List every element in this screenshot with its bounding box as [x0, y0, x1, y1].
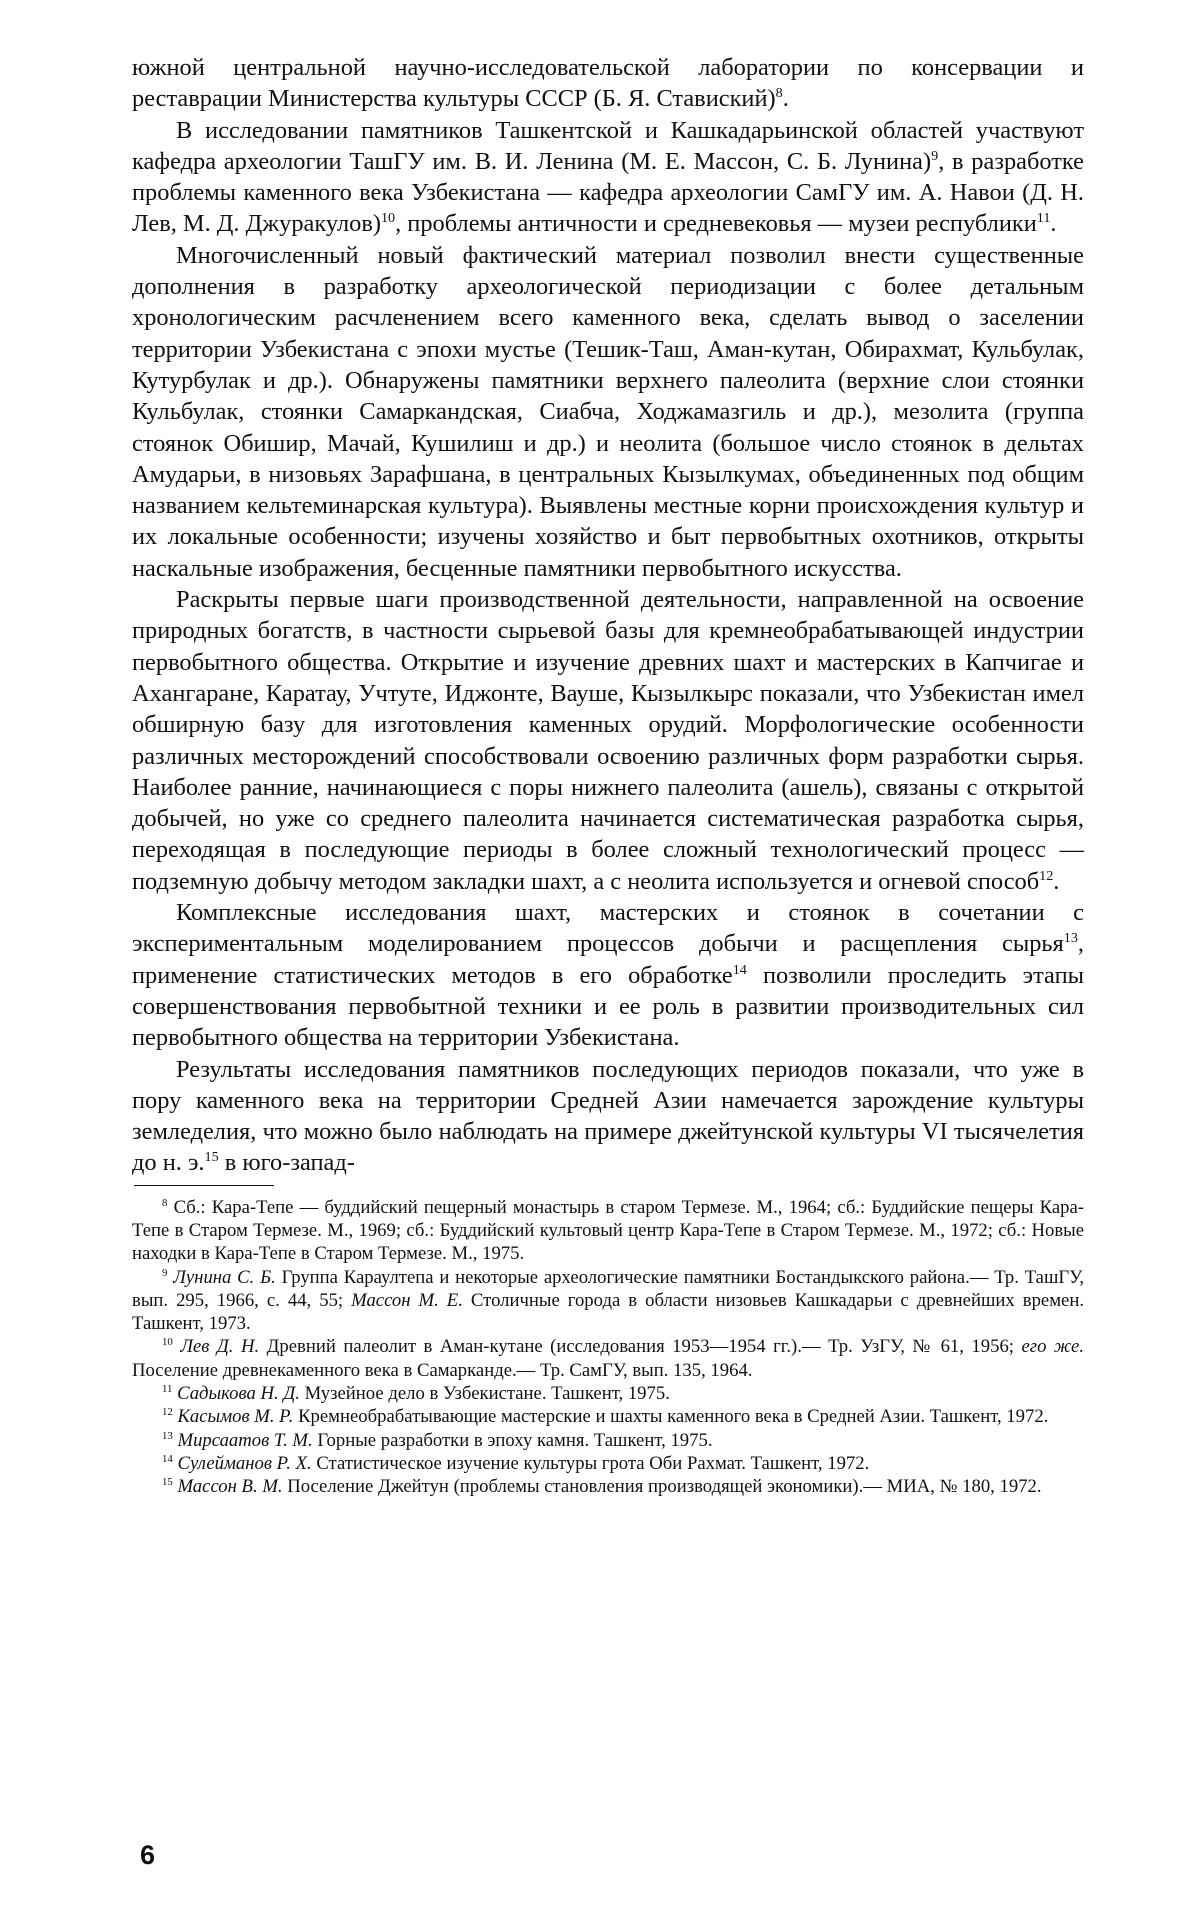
- text-run: позволили проследить этапы совершенствования первобытной техники и ее роль в развитии производительных сил первобытного общества на территории Узбекистана.: [132, 961, 1085, 1052]
- footnote-text: Поселение Джейтун (проблемы становления производящей экономики).— МИА, № 180, 1972.: [282, 1476, 1042, 1498]
- footnote-number: 13: [162, 1429, 173, 1442]
- footnote: [132, 1405, 1084, 1428]
- footnote-author: Массон М. Е.: [351, 1289, 463, 1311]
- footnote: [132, 1475, 1084, 1498]
- footnote-text: Статистическое изучение культуры грота Оби Рахмат. Ташкент, 1972.: [311, 1452, 870, 1474]
- paragraph: Многочисленный новый фактический материал позволил внести существенные дополнения в разработку археологической периодизации с более детальным хронологическим расчленением всего каменного века, сделать вывод о заселении территории Узбекистана с эпохи мустье (Тешик-Таш, Аман-кутан, Обирахмат, Кульбулак, Кутурбулак и др.). Обнаружены памятники верхнего палеолита (верхние слои стоянки Кульбулак, стоянки Самаркандская, Сиабча, Ходжамазгиль и др.), мезолита (группа стоянок Обишир, Мачай, Кушилиш и др.) и неолита (большое число стоянок в дельтах Амударьи, в низовьях Зарафшана, в центральных Кызылкумах, объединенных под общим названием кельтеминарская культура). Выявлены местные корни происхождения культур и их локальные особенности; изучены хозяйство и быт первобытных охотников, открыты наскальные изображения, бесценные памятники первобытного искусства.: [132, 241, 1084, 582]
- footnote-text: Группа Караултепа и некоторые археологические памятники Бостандыкского района.— Тр. ТашГУ, вып. 295, 1966, с. 44, 55;: [132, 1266, 1085, 1311]
- footnote-ref: 14: [732, 961, 747, 978]
- footnote-ref: 11: [1036, 210, 1051, 227]
- text-run: В исследовании памятников Ташкентской и Кашкадарьинской областей участвуют кафедра археологии ТашГУ им. В. И. Ленина (М. Е. Массон, С. Б. Лунина): [132, 116, 1084, 175]
- footnote-text: Кремнеобрабатывающие мастерские и шахты каменного века в Средней Азии. Ташкент, 1972.: [293, 1406, 1049, 1428]
- text-run: Результаты исследования памятников последующих периодов показали, что уже в пору каменного века на территории Средней Азии намечается зарождение культуры земледелия, что можно было наблюдать на примере джейтунской культуры VI тысячелетия до н. э.: [132, 1055, 1084, 1177]
- footnote-author: Касымов М. Р.: [177, 1406, 294, 1428]
- footnote-ref: 12: [1039, 867, 1054, 884]
- footnote-author: его же.: [1021, 1336, 1085, 1358]
- text-run: , в разработке проблемы каменного века Узбекистана — кафедра археологии СамГУ им. А. Навои (Д. Н. Лев, М. Д. Джуракулов): [132, 147, 1084, 238]
- text-run: .: [1053, 867, 1060, 895]
- footnote-author: Сулейманов Р. Х.: [177, 1452, 312, 1474]
- text-run: в юго-запад-: [218, 1149, 355, 1177]
- footnote-ref: 10: [380, 210, 396, 227]
- footnote: [132, 1196, 1084, 1266]
- footnote: [132, 1429, 1084, 1452]
- text-run: , применение статистических методов в его обработке: [132, 930, 1084, 989]
- text-run: Комплексные исследования шахт, мастерских и стоянок в сочетании с экспериментальным моделированием процессов добычи и расщепления сырья: [132, 899, 1084, 958]
- footnote-author: Массон В. М.: [177, 1476, 283, 1498]
- footnote-separator: [134, 1185, 274, 1186]
- footnote-number: 8: [162, 1196, 168, 1209]
- footnote-text: Горные разработки в эпоху камня. Ташкент, 1975.: [312, 1429, 713, 1451]
- footnote-number: 12: [162, 1406, 173, 1419]
- paragraph: [132, 115, 1084, 240]
- footnote: [132, 1382, 1084, 1405]
- paragraph: [132, 1054, 1084, 1179]
- footnote-number: 14: [162, 1452, 173, 1465]
- footnote-text: Музейное дело в Узбекистане. Ташкент, 1975.: [299, 1383, 670, 1405]
- page: [132, 52, 1084, 1499]
- text-run: , проблемы античности и средневековья — музеи республики: [395, 210, 1037, 238]
- footnote: [132, 1452, 1084, 1475]
- footnote-ref: 13: [1063, 930, 1078, 947]
- footnote-number: 15: [162, 1476, 173, 1489]
- footnote-text: Столичные города в области низовьев Кашкадарьи с древнейших времен. Ташкент, 1973.: [132, 1289, 1084, 1335]
- footnote: [132, 1266, 1084, 1336]
- footnote-author: Лев Д. Н.: [180, 1336, 260, 1358]
- footnote-number: 9: [162, 1266, 168, 1279]
- footnote-number: 10: [162, 1336, 173, 1349]
- paragraph: [132, 52, 1084, 115]
- footnote-number: 11: [162, 1382, 173, 1395]
- footnote-author: Мирсаатов Т. М.: [177, 1429, 313, 1451]
- footnote-ref: 8: [775, 85, 783, 102]
- footnote: [132, 1335, 1084, 1382]
- footnote-text: Сб.: Кара-Тепе — буддийский пещерный монастырь в старом Термезе. М., 1964; сб.: Буддийские пещеры Кара-Тепе в Старом Термезе. М., 1969; сб.: Буддийский культовый центр Кара-Тепе в Старом Термезе. М., 1972; сб.: Новые находки в Кара-Тепе в Старом Термезе. М., 1975.: [132, 1196, 1084, 1265]
- footnote-author: Садыкова Н. Д.: [177, 1383, 300, 1405]
- footnote-text: Древний палеолит в Аман-кутане (исследования 1953—1954 гг.).— Тр. УзГУ, № 61, 1956;: [259, 1336, 1022, 1358]
- text-run: Раскрыты первые шаги производственной деятельности, направленной на освоение природных богатств, в частности сырьевой базы для кремнеобрабатывающей индустрии первобытного общества. Открытие и изучение древних шахт и мастерских в Капчигае и Ахангаране, Каратау, Учтуте, Иджонте, Вауше, Кызылкырс показали, что Узбекистан имел обширную базу для изготовления каменных орудий. Морфологические особенности различных месторождений способствовали освоению различных форм разработки сырья. Наиболее ранние, начинающиеся с поры нижнего палеолита (ашель), связаны с открытой добычей, но уже со среднего палеолита начинается систематическая разработка сырья, переходящая в последующие периоды в более сложный технологический процесс — подземную добычу методом закладки шахт, а с неолита используется и огневой способ: [132, 586, 1084, 895]
- paragraph: [132, 897, 1084, 1053]
- text-run: .: [1050, 210, 1057, 238]
- footnote-ref: 15: [204, 1149, 219, 1166]
- footnote-text: Поселение древнекаменного века в Самарканде.— Тр. СамГУ, вып. 135, 1964.: [132, 1359, 753, 1381]
- footnote-author: Лунина С. Б.: [173, 1266, 276, 1288]
- footnote-ref: 9: [931, 147, 939, 164]
- main-text: [132, 52, 1084, 1179]
- text-run: южной центральной научно-исследовательской лаборатории по консервации и реставрации Министерства культуры СССР (Б. Я. Ставиский): [132, 54, 1084, 113]
- paragraph: [132, 584, 1084, 897]
- text-run: .: [782, 85, 789, 113]
- footnotes: [132, 1196, 1084, 1499]
- page-number: 6: [140, 1840, 156, 1870]
